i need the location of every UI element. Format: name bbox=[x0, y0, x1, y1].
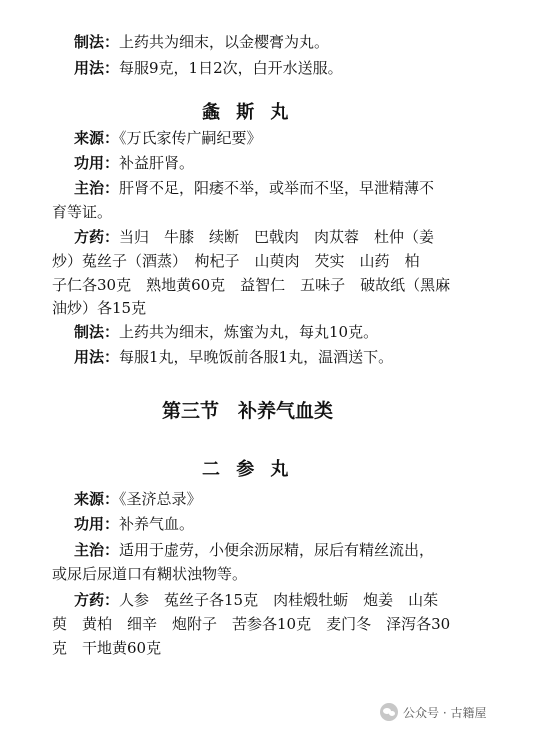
recipe1-ingredients-cont-1: 炒）菟丝子（酒蒸） 枸杞子 山萸肉 芡实 山药 柏 bbox=[52, 252, 420, 270]
recipe1-ingredients-line bbox=[74, 227, 434, 247]
ingredients-text: 人参 菟丝子各15克 肉桂煅牡蛎 炮姜 山茱 bbox=[119, 591, 439, 609]
recipe1-indication-line bbox=[74, 178, 434, 198]
function-text: 补益肝肾。 bbox=[119, 154, 195, 172]
recipe2-ingredients-cont-1: 萸 黄柏 细辛 炮附子 苦参各10克 麦门冬 泽泻各30 bbox=[52, 615, 451, 633]
source-label: 来源： bbox=[74, 490, 120, 508]
ingredients-label: 方药： bbox=[74, 228, 120, 246]
source-text: 《万氏家传广嗣纪要》 bbox=[119, 129, 262, 147]
function-label: 功用： bbox=[74, 515, 120, 533]
recipe1-source-line bbox=[74, 128, 262, 148]
section-heading: 第三节 补养气血类 bbox=[162, 400, 334, 422]
watermark-text: 公众号 · 古籍屋 bbox=[403, 705, 487, 720]
recipe1-preparation-line bbox=[74, 322, 378, 342]
recipe2-ingredients-line bbox=[74, 590, 438, 610]
preparation-text: 上药共为细末，炼蜜为丸，每丸10克。 bbox=[119, 323, 379, 341]
recipe1-ingredients-cont-3: 油炒）各15克 bbox=[52, 299, 147, 317]
usage-label: 用法： bbox=[74, 59, 120, 77]
preparation-label: 制法： bbox=[74, 323, 120, 341]
recipe2-indication-line bbox=[74, 540, 434, 560]
top-usage-line bbox=[74, 58, 343, 78]
recipe1-usage-line bbox=[74, 347, 393, 367]
ingredients-label: 方药： bbox=[74, 591, 120, 609]
recipe2-source-line bbox=[74, 489, 202, 509]
usage-text: 每服1丸，早晚饭前各服1丸，温酒送下。 bbox=[119, 348, 394, 366]
recipe-title-ershen: 二参丸 bbox=[202, 459, 305, 480]
top-preparation-line bbox=[74, 32, 329, 52]
source-label: 来源： bbox=[74, 129, 120, 147]
wechat-icon bbox=[380, 703, 398, 721]
preparation-label: 制法： bbox=[74, 33, 120, 51]
indication-text: 适用于虚劳，小便余沥尿精，尿后有精丝流出， bbox=[119, 541, 435, 559]
recipe1-ingredients-cont-2: 子仁各30克 熟地黄60克 益智仁 五味子 破故纸（黑麻 bbox=[52, 276, 451, 294]
recipe-title-zhongsi: 螽斯丸 bbox=[202, 102, 305, 123]
preparation-text: 上药共为细末，以金樱膏为丸。 bbox=[119, 33, 330, 51]
usage-text: 每服9克，1日2次，白开水送服。 bbox=[119, 59, 343, 77]
watermark bbox=[380, 702, 486, 722]
usage-label: 用法： bbox=[74, 348, 120, 366]
recipe1-function-line bbox=[74, 153, 194, 173]
function-label: 功用： bbox=[74, 154, 120, 172]
indication-label: 主治： bbox=[74, 541, 120, 559]
function-text: 补养气血。 bbox=[119, 515, 195, 533]
ingredients-text: 当归 牛膝 续断 巴戟肉 肉苁蓉 杜仲（姜 bbox=[119, 228, 435, 246]
recipe2-ingredients-cont-2: 克 干地黄60克 bbox=[52, 639, 162, 657]
source-text: 《圣济总录》 bbox=[119, 490, 202, 508]
indication-text: 肝肾不足，阳痿不举，或举而不坚，早泄精薄不 bbox=[119, 179, 435, 197]
recipe2-indication-cont: 或尿后尿道口有糊状浊物等。 bbox=[52, 565, 248, 583]
indication-label: 主治： bbox=[74, 179, 120, 197]
recipe2-function-line bbox=[74, 514, 194, 534]
recipe1-indication-cont: 育等证。 bbox=[52, 203, 113, 221]
